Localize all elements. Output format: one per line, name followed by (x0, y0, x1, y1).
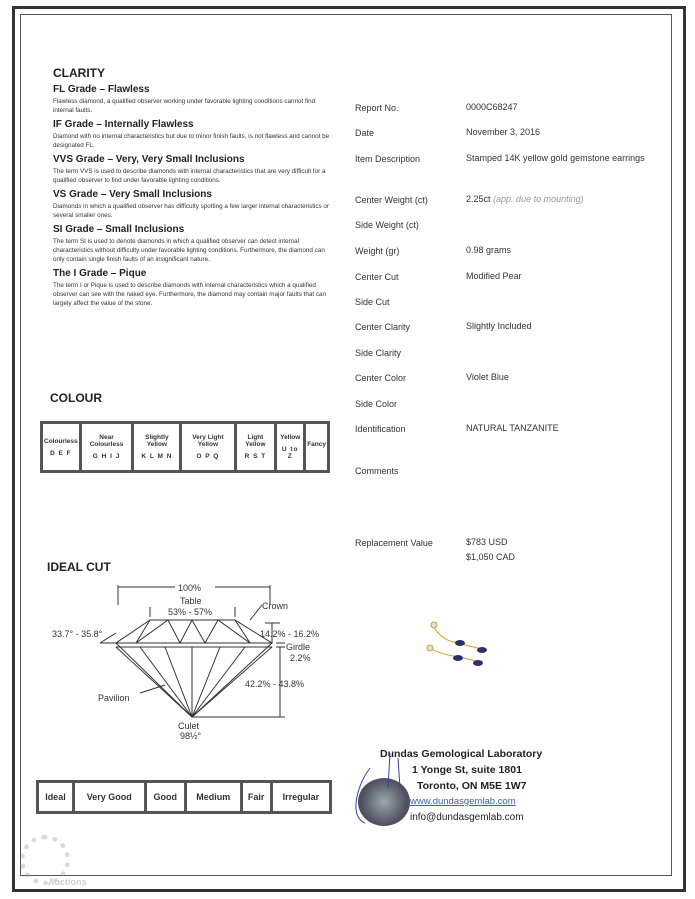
report-label: Center Weight (ct) (355, 195, 428, 205)
clarity-section (53, 66, 333, 308)
girdle-label: Girdle (286, 642, 311, 652)
report-value-text: Modified Pear (466, 271, 522, 281)
crown-height-label: 14.2% - 16.2% (260, 629, 320, 639)
report-label: Side Color (355, 399, 398, 409)
report-value-text: 0000C68247 (466, 102, 518, 112)
report-label: Side Weight (ct) (355, 220, 419, 230)
table-label: Table (180, 596, 202, 606)
report-value (466, 125, 656, 140)
colour-cell (82, 424, 132, 470)
report-value-text: November 3, 2016 (466, 127, 541, 137)
report-label: Side Clarity (355, 348, 402, 358)
width-label: 100% (178, 583, 202, 593)
lab-name: Dundas Gemological Laboratory (380, 748, 543, 760)
lab-address-2: Toronto, ON M5E 1W7 (417, 780, 527, 792)
report-value-text: Slightly Included (466, 321, 532, 331)
colour-grades: D E F (49, 449, 72, 457)
clarity-grade-desc: Diamonds in which a qualified observer has difficulty spotting a few larger internal characteristics or several smaller ones. (53, 203, 330, 219)
report-value (466, 370, 656, 385)
pavilion-label: Pavilion (98, 693, 130, 703)
colour-cell (277, 424, 303, 470)
colour-grades: O P Q (196, 453, 220, 460)
report-label: Identification (355, 424, 406, 434)
report-value (466, 319, 656, 334)
report-value (466, 100, 656, 115)
report-value-text: Stamped 14K yellow gold gemstone earrings (466, 153, 645, 163)
clarity-grade-title: The I Grade – Pique (53, 268, 147, 279)
report-label: Weight (gr) (355, 246, 400, 256)
clarity-grade-desc: The term SI is used to denote diamonds in which a qualified observer can detect internal characteristics without difficulty under favorable lighting conditions. Furthermore, the diamond can only contain single finish faults of an insignificant nature. (53, 238, 325, 263)
colour-name: Slightly Yellow (145, 434, 169, 448)
lab-website-link[interactable]: www.dundasgemlab.com (410, 796, 516, 807)
report-value-text: $783 USD (466, 537, 508, 547)
report-value-text: Violet Blue (466, 372, 509, 382)
girdle-pct-label: 2.2% (290, 653, 311, 663)
colour-table (40, 421, 330, 473)
colour-cell (306, 424, 327, 470)
clarity-grade-title: VVS Grade – Very, Very Small Inclusions (53, 154, 245, 165)
report-value-secondary: $1,050 CAD (466, 552, 516, 562)
colour-name: Light Yellow (245, 434, 266, 448)
report-value (466, 243, 656, 258)
report-value-note: (app. due to mounting) (493, 194, 584, 204)
cut-grade-cell: Medium (187, 783, 240, 811)
colour-cell (43, 424, 79, 470)
ideal-cut-title: IDEAL CUT (47, 560, 111, 574)
crown-label: Crown (262, 601, 289, 611)
report-label: Center Clarity (355, 322, 411, 332)
crown-angle-label: 33.7° - 35.8° (52, 629, 103, 639)
cut-grade-cell: Good (147, 783, 184, 811)
report-value (466, 151, 656, 166)
pavilion-depth-label: 42.2% - 43.8% (245, 679, 305, 689)
cut-grade-cell: Irregular (273, 783, 329, 811)
ideal-cut-diagram (40, 575, 340, 745)
report-value-text: NATURAL TANZANITE (466, 423, 559, 433)
colour-grades: U to Z (281, 446, 299, 460)
colour-title: COLOUR (50, 391, 102, 405)
colour-name: Near Colourless (89, 434, 124, 448)
signature (350, 748, 410, 828)
report-label: Comments (355, 466, 399, 476)
clarity-grade-desc: The term VVS is used to describe diamonds with internal characteristics that are very difficult for a qualified observer to find under favorable lighting conditions. (53, 168, 326, 184)
culet-label: Culet (178, 721, 200, 731)
watermark-text: Auctions (48, 877, 87, 887)
colour-name: Fancy (307, 441, 326, 448)
report-value-text: 0.98 grams (466, 245, 512, 255)
report-label: Replacement Value (355, 538, 433, 548)
cut-grade-cell: Ideal (39, 783, 72, 811)
report-label: Center Cut (355, 272, 399, 282)
colour-cell (134, 424, 179, 470)
cut-grade-cell: Very Good (75, 783, 144, 811)
colour-name: Very Light Yellow (192, 434, 224, 448)
report-value (466, 192, 656, 207)
colour-grades: R S T (244, 453, 267, 460)
clarity-title: CLARITY (53, 66, 105, 80)
cut-grade-table (36, 780, 332, 814)
clarity-grade-desc: Diamond with no internal characteristics but due to minor finish faults, is not flawless and cannot be designated FL. (53, 133, 330, 149)
clarity-grade-title: VS Grade – Very Small Inclusions (53, 189, 212, 200)
report-value (466, 535, 656, 565)
colour-name: Colourless (44, 437, 78, 445)
report-value-text: 2.25ct (466, 194, 491, 204)
report-label: Item Description (355, 154, 421, 164)
clarity-grade-title: FL Grade – Flawless (53, 84, 150, 95)
colour-grades: G H I J (92, 453, 121, 460)
culet-pct-label: 98½° (180, 731, 202, 741)
colour-grades: K L M N (141, 453, 173, 460)
clarity-grade-desc: Flawless diamond, a qualified observer working under favorable lighting conditions cannot find internal faults. (53, 98, 316, 114)
colour-name: Yellow (280, 434, 301, 441)
report-value (466, 421, 656, 436)
lab-email[interactable]: info@dundasgemlab.com (410, 812, 524, 823)
report-label: Date (355, 128, 375, 138)
clarity-grade-title: IF Grade – Internally Flawless (53, 119, 194, 130)
lab-address-1: 1 Yonge St, suite 1801 (412, 764, 522, 776)
clarity-grade-desc: The term I or Pique is used to describe diamonds with internal characteristics which a qualified observer can see with the naked eye. Furthermore, the diamond may contain major faults that can largely affect the value of the stone. (53, 282, 327, 307)
report-label: Side Cut (355, 297, 390, 307)
report-label: Center Color (355, 373, 407, 383)
report-value (466, 269, 656, 284)
auction-watermark (20, 835, 87, 890)
table-range-label: 53% - 57% (168, 607, 213, 617)
cut-grade-cell: Fair (243, 783, 270, 811)
colour-cell (237, 424, 275, 470)
colour-cell (182, 424, 233, 470)
report-label: Report No. (355, 103, 399, 113)
earrings-photo (420, 615, 500, 675)
clarity-grade-title: SI Grade – Small Inclusions (53, 224, 185, 235)
